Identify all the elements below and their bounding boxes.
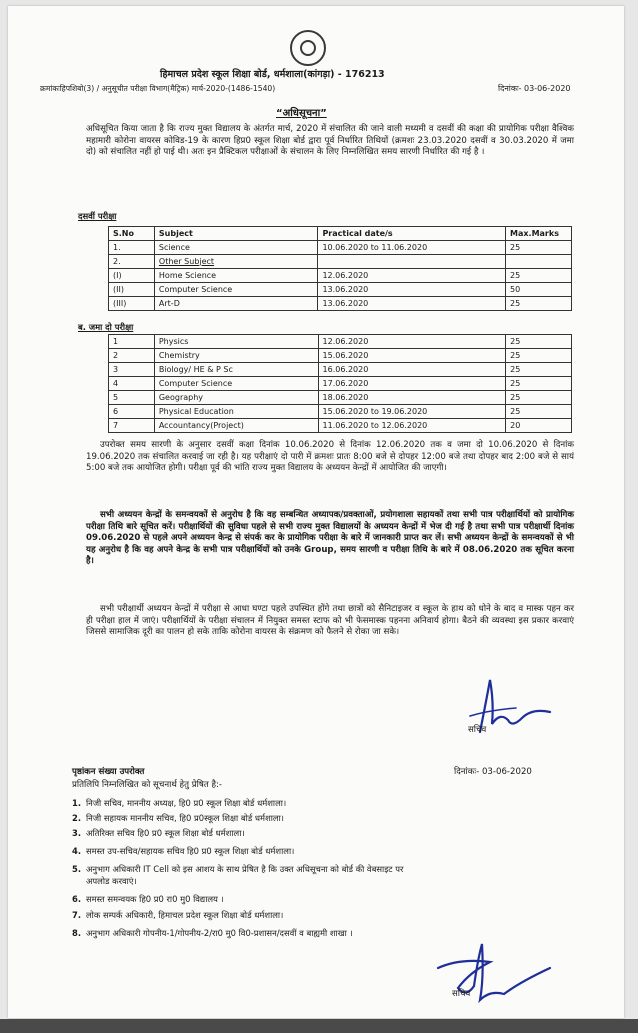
list-item	[72, 894, 224, 905]
table-cell: 2.	[109, 255, 155, 269]
table-cell: 11.06.2020 to 12.06.2020	[318, 419, 506, 433]
table-cell: 18.06.2020	[318, 391, 506, 405]
table-cell: Home Science	[154, 269, 318, 283]
list-text: निजी सहायक माननीय सचिव, हि0 प्र0स्कूल शिक्षा बोर्ड धर्मशाला।	[86, 813, 284, 823]
list-text: अपलोड करवाएं।	[86, 876, 137, 886]
table-row	[109, 255, 572, 269]
list-text: अनुभाग अधिकारी गोपनीय-1/गोपनीय-2/रा0 मु0 वि0-प्रशासन/दसवीं व बाह्यमी शाखा ।	[86, 928, 353, 938]
table-cell: Physical Education	[154, 405, 318, 419]
table-cell: 12.06.2020	[318, 335, 506, 349]
endorsement-copy-line: प्रतिलिपि निम्नलिखित को सूचनार्थ हेतु प्रेषित है:-	[72, 780, 223, 790]
table-cell: 25	[506, 391, 572, 405]
table-cell: 25	[506, 335, 572, 349]
section-b-label: ब. जमा दो परीक्षा	[78, 322, 134, 332]
table-cell: 25	[506, 349, 572, 363]
board-name: हिमाचल प्रदेश स्कूल शिक्षा बोर्ड, धर्मशाला(कांगड़ा) - 176213	[160, 69, 385, 80]
list-number: 3.	[72, 828, 82, 838]
list-text: अतिरिक्त सचिव हि0 प्र0 स्कूल शिक्षा बोर्ड धर्मशाला।	[86, 828, 245, 838]
list-text: अनुभाग अधिकारी IT Cell को इस आशय के साथ प्रेषित है कि उक्त अधिसूचना को बोर्ड की वेबसाइट पर	[86, 864, 404, 874]
endorsement-date: दिनांकः- 03-06-2020	[454, 767, 532, 777]
list-item	[72, 798, 286, 809]
table-cell: 12.06.2020	[318, 269, 506, 283]
table-row	[109, 283, 572, 297]
list-number: 2.	[72, 813, 82, 823]
list-text: लोक सम्पर्क अधिकारी, हिमाचल प्रदेश स्कूल शिक्षा बोर्ड धर्मशाला।	[86, 910, 284, 920]
table-cell: Computer Science	[154, 377, 318, 391]
instructions-paragraph-2: सभी अध्ययन केन्द्रों के समन्वयकों से अनुरोध है कि वह सम्बन्धित अध्यापक/प्रवक्ताओं, प्रयोगशाला सहायकों तथा सभी पात्र परीक्षार्थियों को प्रायोगिक परीक्षा तिथि बारे सूचित करें। परीक्षार्थियों की सुविधा पहले से सभी राज्य मुक्त विद्यालयों के अध्ययन केन्द्रों में भेज दी गई है तथा सभी पात्र परीक्षार्थी दिनांक 09.06.2020 से पहले अपने अध्ययन केन्द्र से संपर्क कर के प्रायोगिक परीक्षा के बारे में जानकारी प्राप्त कर लें। सभी अध्ययन केन्द्रों के समन्वयकों से भी यह अनुरोध है कि वह अपने केन्द्र के सभी पात्र परीक्षार्थियों को उनके Group, समय सारणी व परीक्षा तिथि के बारे में 08.06.2020 तक सूचित करना है।	[86, 510, 574, 567]
table-cell: 25	[506, 241, 572, 255]
table-cell: 1.	[109, 241, 155, 255]
table-cell: 1	[109, 335, 155, 349]
table-cell: Geography	[154, 391, 318, 405]
list-number: 8.	[72, 928, 82, 938]
instructions-paragraph-3: सभी परीक्षार्थी अध्ययन केन्द्रों में परीक्षा से आधा घण्टा पहले उपस्थित होंगे तथा छात्रों को सैनिटाइजर व स्कूल के हाथ को धोने के बाद व मास्क पहन कर ही परीक्षा हाल में जाएं। परीक्षार्थियों के परीक्षा संचालन में नियुक्त समस्त स्टाफ को भी फेसमास्क पहनना अनिवार्य होगा। बैठने की व्यवस्था इस प्रकार करवाएं जिससे सामाजिक दूरी का पालन हो सके ताकि कोरोना वायरस के संक्रमण को फैलने से रोका जा सके।	[86, 604, 574, 638]
table-cell: Computer Science	[154, 283, 318, 297]
instructions-paragraph-1: उपरोक्त समय सारणी के अनुसार दसवीं कक्षा दिनांक 10.06.2020 से दिनांक 12.06.2020 तक व जमा दो 10.06.2020 से दिनांक 19.06.2020 तक संचालित करवाई जा रही है। यह परीक्षाएं दो पारी में क्रमशः प्रातः 8:00 बजे से दोपहर 12:00 बजे तथा दोपहर बाद 2:00 बजे से सायं 5:00 बजे तक आयोजित होगी। परीक्षा पूर्व की भांति राज्य मुक्त विद्यालय के अध्ययन केन्द्रों में आयोजित की जाएगी।	[86, 440, 574, 474]
table-row	[109, 297, 572, 311]
table-cell: Science	[154, 241, 318, 255]
table-cell: 3	[109, 363, 155, 377]
list-number: 4.	[72, 846, 82, 856]
table-cell: 6	[109, 405, 155, 419]
table-cell: 50	[506, 283, 572, 297]
table-cell: 7	[109, 419, 155, 433]
section-b-table	[108, 334, 572, 433]
table-row	[109, 349, 572, 363]
table-cell	[318, 255, 506, 269]
table-cell: 25	[506, 297, 572, 311]
table-cell: 20	[506, 419, 572, 433]
list-item	[72, 828, 245, 839]
section-a-label: दसवीं परीक्षा	[78, 211, 117, 221]
table-cell: 17.06.2020	[318, 377, 506, 391]
column-header: Practical date/s	[318, 227, 506, 241]
table-cell: 25	[506, 269, 572, 283]
endorsement-office-line: पृष्ठांकन संख्या उपरोक्त	[72, 767, 145, 777]
table-cell: 13.06.2020	[318, 297, 506, 311]
table-cell: (II)	[109, 283, 155, 297]
column-header: Max.Marks	[506, 227, 572, 241]
board-seal-icon	[290, 30, 326, 66]
list-number: 7.	[72, 910, 82, 920]
table-cell: Physics	[154, 335, 318, 349]
table-cell: Art-D	[154, 297, 318, 311]
secretary-label-1: सचिव	[468, 725, 487, 735]
notice-paragraph: अधिसूचित किया जाता है कि राज्य मुक्त विद्यालय के अंतर्गत मार्च, 2020 में संचालित की जाने वाली मध्यमी व दसवीं की कक्षा की प्रायोगिक परीक्षा वैश्विक महामारी कोरोना वायरस कोविड-19 के कारण हिप्र0 स्कूल शिक्षा बोर्ड द्वारा पूर्व निर्धारित तिथियों (क्रमशः 23.03.2020 दसवीं व 30.03.2020 में जमा दो) को संचालित नहीं हो पाई थी। अतः इन प्रैक्टिकल परीक्षाओं के संचालन के लिए निम्नलिखित समय सारणी निर्धारित की गई है ।	[86, 124, 574, 158]
table-row	[109, 335, 572, 349]
list-text: निजी सचिव, माननीय अध्यक्ष, हि0 प्र0 स्कूल शिक्षा बोर्ड धर्मशाला।	[86, 798, 287, 808]
section-a-table	[108, 226, 572, 311]
list-text: समस्त समन्वयक हि0 प्र0 रा0 मु0 विद्यालय ।	[86, 894, 224, 904]
table-cell: (III)	[109, 297, 155, 311]
table-row	[109, 419, 572, 433]
table-cell: Other Subject	[154, 255, 318, 269]
notice-title: “अधिसूचना”	[276, 108, 327, 119]
table-cell: 25	[506, 405, 572, 419]
table-cell: 16.06.2020	[318, 363, 506, 377]
table-cell: Chemistry	[154, 349, 318, 363]
list-text: समस्त उप-सचिव/सहायक सचिव हि0 प्र0 स्कूल शिक्षा बोर्ड धर्मशाला।	[86, 846, 295, 856]
table-cell: 15.06.2020	[318, 349, 506, 363]
table-row	[109, 405, 572, 419]
table-cell: 15.06.2020 to 19.06.2020	[318, 405, 506, 419]
table-row	[109, 363, 572, 377]
table-row	[109, 241, 572, 255]
list-item	[72, 846, 294, 857]
viewer-bottom-bar	[0, 1019, 638, 1033]
table-cell: 13.06.2020	[318, 283, 506, 297]
list-item	[72, 910, 283, 921]
table-cell: 5	[109, 391, 155, 405]
list-item	[72, 876, 137, 887]
table-cell: 4	[109, 377, 155, 391]
secretary-label-2: सचिव	[452, 989, 471, 999]
table-header-row	[109, 227, 572, 241]
table-row	[109, 377, 572, 391]
column-header: S.No	[109, 227, 155, 241]
table-cell	[506, 255, 572, 269]
table-cell: Biology/ HE & P Sc	[154, 363, 318, 377]
reference-number: क्रमांकःहिपशिबो(3) / अनुसूचीत परीक्षा विभाग(मैट्रिक) मार्च-2020-(1486-1540)	[40, 84, 276, 93]
table-cell: 2	[109, 349, 155, 363]
table-row	[109, 391, 572, 405]
header-date: दिनांकः- 03-06-2020	[498, 84, 571, 93]
secretary-signature-2	[420, 938, 570, 1013]
table-cell: 25	[506, 363, 572, 377]
table-cell: 25	[506, 377, 572, 391]
list-number: 5.	[72, 864, 82, 874]
table-row	[109, 269, 572, 283]
table-cell: (I)	[109, 269, 155, 283]
list-number: 1.	[72, 798, 82, 808]
table-cell: Accountancy(Project)	[154, 419, 318, 433]
column-header: Subject	[154, 227, 318, 241]
list-number: 6.	[72, 894, 82, 904]
list-item	[72, 864, 403, 875]
list-item	[72, 928, 353, 939]
list-item	[72, 813, 284, 824]
table-cell: 10.06.2020 to 11.06.2020	[318, 241, 506, 255]
